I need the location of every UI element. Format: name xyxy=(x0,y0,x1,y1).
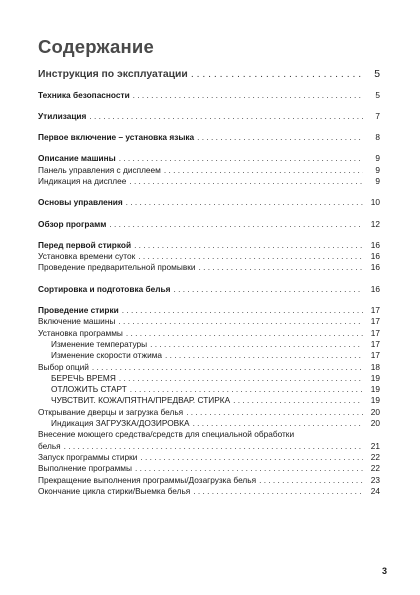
toc-entry-page: 9 xyxy=(375,175,380,186)
toc-entry-label: Проведение предварительной промывки xyxy=(38,262,196,273)
toc-entry-label: Проведение стирки xyxy=(38,305,119,316)
leader-dots xyxy=(138,251,363,262)
toc-entry[interactable] xyxy=(38,407,380,418)
toc-entry-page: 16 xyxy=(370,283,380,294)
toc-entry-label: Открывание дверцы и загрузка белья xyxy=(38,406,184,417)
leader-dots xyxy=(186,407,363,418)
toc-entry[interactable] xyxy=(38,90,380,101)
leader-dots xyxy=(126,328,363,339)
toc-entry[interactable] xyxy=(38,176,380,187)
toc-entry-label: Выбор опций xyxy=(38,361,89,372)
toc-entry[interactable] xyxy=(38,384,380,395)
toc-entry[interactable] xyxy=(38,284,380,295)
toc-entry-label: Изменение температуры xyxy=(51,338,148,349)
toc-entry-label: Прекращение выполнения программы/Дозагрузка белья xyxy=(38,474,257,485)
toc-entry-label: Техника безопасности xyxy=(38,89,130,100)
leader-dots xyxy=(119,373,363,384)
toc-entry-page: 16 xyxy=(370,239,380,250)
toc-entry-page: 7 xyxy=(375,110,380,121)
toc-entry[interactable] xyxy=(38,305,380,316)
toc-entry-label: Первое включение – установка языка xyxy=(38,132,195,143)
toc-entry-page: 21 xyxy=(370,440,380,451)
toc-entry-label: Установка программы xyxy=(38,327,123,338)
toc-entry-label: Инструкция по эксплуатации xyxy=(38,69,188,80)
leader-dots xyxy=(259,475,363,486)
toc-entry-label: Основы управления xyxy=(38,197,123,208)
toc-entry[interactable] xyxy=(38,165,380,176)
table-of-contents xyxy=(38,68,380,497)
toc-entry-page: 17 xyxy=(370,338,380,349)
toc-entry[interactable] xyxy=(38,395,380,406)
leader-dots xyxy=(129,176,363,187)
leader-dots xyxy=(233,395,363,406)
toc-entry-label: Окончание цикла стирки/Выемка белья xyxy=(38,485,191,496)
toc-entry-label-line2: белья xyxy=(38,440,61,451)
toc-entry-label: Утилизация xyxy=(38,110,87,121)
toc-entry-page: 23 xyxy=(370,474,380,485)
toc-entry-label: Изменение скорости отжима xyxy=(51,350,163,361)
toc-entry-label: Перед первой стиркой xyxy=(38,239,132,250)
toc-entry[interactable] xyxy=(38,362,380,373)
toc-entry[interactable] xyxy=(38,373,380,384)
toc-entry-label: ЧУВСТВИТ. КОЖА/ПЯТНА/ПРЕДВАР. СТИРКА xyxy=(51,395,231,406)
toc-entry[interactable] xyxy=(38,463,380,474)
page-title: Содержание xyxy=(38,36,154,57)
leader-dots xyxy=(118,316,363,327)
toc-entry-page: 24 xyxy=(370,485,380,496)
toc-entry[interactable] xyxy=(38,251,380,262)
toc-entry[interactable] xyxy=(38,475,380,486)
toc-entry-label: Обзор программ xyxy=(38,218,107,229)
toc-entry[interactable] xyxy=(38,68,380,81)
leader-dots xyxy=(126,197,363,208)
toc-entry-label: Сортировка и подготовка белья xyxy=(38,283,171,294)
toc-entry-page: 16 xyxy=(370,262,380,273)
toc-entry[interactable] xyxy=(38,486,380,497)
toc-entry-page: 17 xyxy=(370,350,380,361)
toc-entry[interactable] xyxy=(38,441,380,452)
toc-entry-label: БЕРЕЧЬ ВРЕМЯ xyxy=(51,372,116,383)
toc-entry[interactable] xyxy=(38,262,380,273)
leader-dots xyxy=(150,339,363,350)
leader-dots xyxy=(109,219,363,230)
toc-entry[interactable] xyxy=(38,316,380,327)
toc-entry[interactable] xyxy=(38,328,380,339)
toc-entry-page: 22 xyxy=(370,451,380,462)
toc-entry-page: 12 xyxy=(370,218,380,229)
toc-entry[interactable] xyxy=(38,111,380,122)
toc-entry-label: Включение машины xyxy=(38,316,116,327)
toc-entry-page: 10 xyxy=(370,197,380,208)
leader-dots xyxy=(199,262,364,273)
toc-entry[interactable] xyxy=(38,219,380,230)
toc-entry-label: Индикация на дисплее xyxy=(38,175,127,186)
toc-entry-page: 20 xyxy=(370,406,380,417)
leader-dots xyxy=(135,463,363,474)
toc-entry-page: 19 xyxy=(370,395,380,406)
leader-dots xyxy=(164,165,363,176)
leader-dots xyxy=(197,132,363,143)
toc-entry[interactable] xyxy=(38,418,380,429)
toc-entry[interactable] xyxy=(38,452,380,463)
toc-entry-page: 5 xyxy=(375,89,380,100)
toc-entry[interactable] xyxy=(38,350,380,361)
leader-dots xyxy=(122,305,363,316)
toc-entry-page: 9 xyxy=(375,164,380,175)
leader-dots xyxy=(89,111,363,122)
leader-dots xyxy=(140,452,363,463)
toc-entry[interactable] xyxy=(38,153,380,164)
leader-dots xyxy=(193,486,363,497)
toc-entry-label-line1: Внесение моющего средства/средств для специальной обработки xyxy=(38,429,295,440)
leader-dots xyxy=(133,90,363,101)
toc-entry-page: 8 xyxy=(375,132,380,143)
toc-entry-label: Установка времени суток xyxy=(38,251,136,262)
leader-dots xyxy=(92,362,363,373)
toc-entry-page: 19 xyxy=(370,372,380,383)
toc-entry-page: 20 xyxy=(370,418,380,429)
toc-entry-page: 9 xyxy=(375,153,380,164)
toc-entry-label: Описание машины xyxy=(38,153,116,164)
toc-entry-page: 18 xyxy=(370,361,380,372)
leader-dots xyxy=(130,384,363,395)
toc-entry-page: 17 xyxy=(370,316,380,327)
leader-dots xyxy=(134,240,363,251)
toc-entry-page: 22 xyxy=(370,463,380,474)
toc-entry-page: 17 xyxy=(370,305,380,316)
toc-entry-label: Панель управления с дисплеем xyxy=(38,164,161,175)
page-number: 3 xyxy=(382,566,388,576)
leader-dots xyxy=(191,68,363,81)
toc-entry-page: 16 xyxy=(370,251,380,262)
leader-dots xyxy=(193,418,363,429)
leader-dots xyxy=(174,284,364,295)
toc-entry-page: 19 xyxy=(370,384,380,395)
toc-entry-page: 17 xyxy=(370,327,380,338)
toc-entry[interactable] xyxy=(38,339,380,350)
toc-entry[interactable] xyxy=(38,240,380,251)
leader-dots xyxy=(119,153,363,164)
toc-entry-label: ОТЛОЖИТЬ СТАРТ xyxy=(51,384,127,395)
toc-entry-page: 5 xyxy=(374,69,380,80)
leader-dots xyxy=(64,441,363,452)
toc-entry-label: Выполнение программы xyxy=(38,463,132,474)
toc-entry[interactable] xyxy=(38,132,380,143)
toc-entry[interactable] xyxy=(38,197,380,208)
toc-entry-label: Индикация ЗАГРУЗКА/ДОЗИРОВКА xyxy=(51,418,190,429)
leader-dots xyxy=(165,350,363,361)
toc-entry-label: Запуск программы стирки xyxy=(38,451,138,462)
